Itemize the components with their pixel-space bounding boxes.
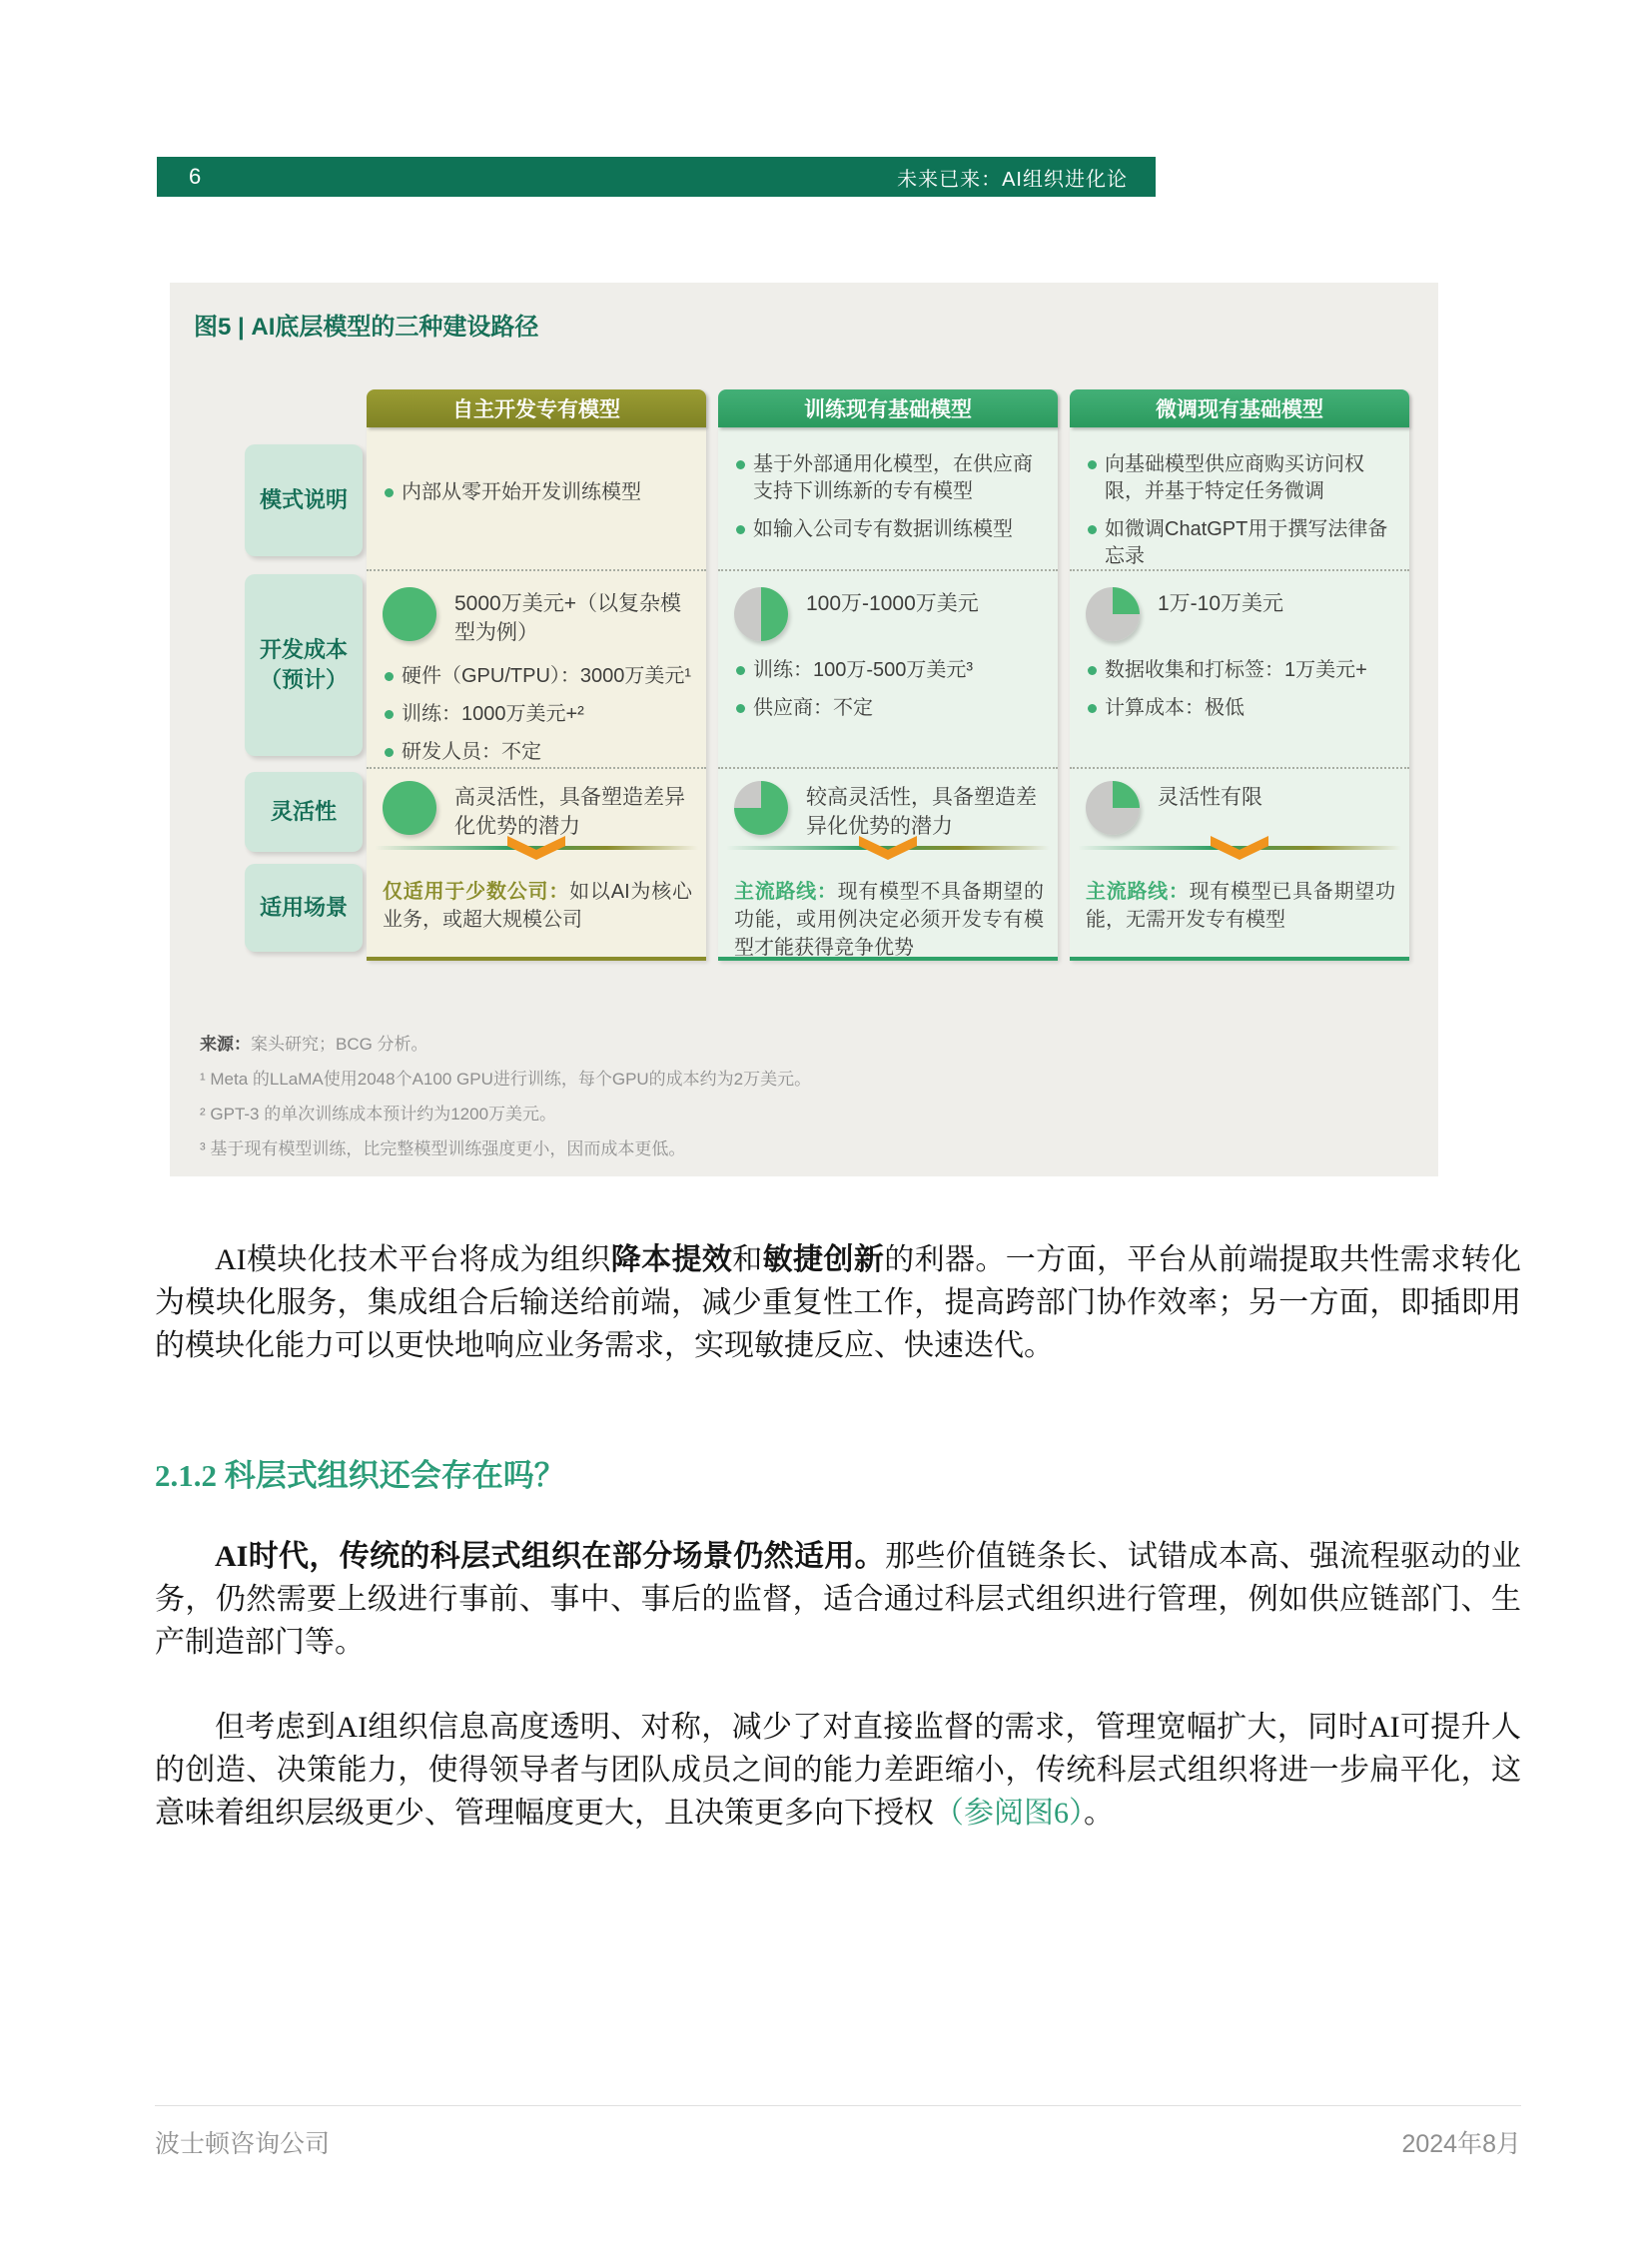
figure-panel [170, 283, 1438, 1176]
paragraph-1 [155, 1238, 1521, 1367]
gradient-line [726, 846, 1050, 850]
scenario-tag: 主流路线： [734, 881, 838, 903]
source-label: 来源： [200, 1035, 251, 1054]
row-label-text: 模式说明 [259, 487, 348, 512]
paragraph-bold-text: 敏捷创新 [762, 1243, 885, 1276]
row-label-text: 适用场景 [259, 895, 348, 920]
footer-date: 2024年8月 [1401, 2130, 1521, 2158]
paragraph-3 [155, 1706, 1521, 1835]
figure-title: 图5 | AI底层模型的三种建设路径 [194, 314, 539, 341]
bullet-item: 计算成本：极低 [1086, 695, 1399, 722]
cost-pie-full-icon [383, 587, 436, 641]
flexibility-cell [1070, 767, 1409, 864]
column-self-develop [367, 389, 706, 961]
column-body [367, 427, 706, 961]
row-label-text: 开发成本 [259, 637, 348, 662]
cost-headline: 100万-1000万美元 [806, 592, 979, 615]
divider-arrow [1078, 836, 1401, 860]
row-label-flexibility [245, 772, 363, 852]
flexibility-text: 高灵活性，具备塑造差异化优势的潜力 [454, 786, 685, 838]
paragraph-bold-text: 降本提效 [610, 1243, 733, 1276]
column-header: 训练现有基础模型 [718, 389, 1058, 427]
row-label-mode [245, 444, 363, 556]
footnote-1: ¹ Meta 的LLaMA使用2048个A100 GPU进行训练，每个GPU的成本约为2万美元。 [200, 1070, 812, 1089]
row-label-scenario [245, 864, 363, 952]
header-title: 未来已来：AI组织进化论 [897, 168, 1128, 191]
gradient-line [1078, 846, 1401, 850]
paragraph-text: 的利器。一方面，平台从前端提取共性需求转化为模块化服务，集成组合后输送给前端，减少重复性工作，提高跨部门协作效率；另一方面，即插即用的模块化能力可以更快地响应业务需求，实现敏捷反应、快速迭代。 [155, 1243, 1522, 1362]
cost-headline: 1万-10万美元 [1158, 592, 1284, 615]
scenario-cell [718, 864, 1058, 957]
column-train-existing [718, 389, 1058, 961]
bullet-item: 训练：1000万美元+² [383, 701, 696, 728]
cost-pie-quarter-icon [1086, 587, 1140, 641]
paragraph-text: 但考虑到AI组织信息高度透明、对称，减少了对直接监督的需求，管理宽幅扩大，同时AI可提升人的创造、决策能力，使得领导者与团队成员之间的能力差距缩小，传统科层式组织将进一步扁平化，这意味着组织层级更少、管理幅度更大，且决策更多向下授权 [155, 1711, 1521, 1830]
figure-reference: （参阅图6） [934, 1797, 1084, 1830]
column-header: 自主开发专有模型 [367, 389, 706, 427]
section-heading: 2.1.2 科层式组织还会存在吗？ [155, 1458, 565, 1493]
flexibility-text: 较高灵活性，具备塑造差异化优势的潜力 [806, 786, 1037, 838]
divider-arrow [375, 836, 698, 860]
bullet-item: 基于外部通用化模型，在供应商支持下训练新的专有模型 [734, 451, 1046, 505]
paragraph-2 [155, 1535, 1521, 1664]
cost-cell [367, 569, 706, 767]
bullet-item: 内部从零开始开发训练模型 [383, 479, 694, 506]
cost-headline: 5000万美元+（以复杂模型为例） [454, 592, 681, 644]
page-header [157, 157, 1156, 197]
bullet-item: 数据收集和打标签：1万美元+ [1086, 657, 1399, 684]
scenario-cell [367, 864, 706, 957]
bullet-item: 如微调ChatGPT用于撰写法律备忘录 [1086, 516, 1397, 570]
paragraph-text: 那些价值链条长、试错成本高、强流程驱动的业务，仍然需要上级进行事前、事中、事后的监督，适合通过科层式组织进行管理，例如供应链部门、生产制造部门等。 [155, 1540, 1522, 1659]
bullet-item: 如输入公司专有数据训练模型 [734, 516, 1046, 543]
flexibility-text: 灵活性有限 [1158, 786, 1262, 809]
footer-company: 波士顿咨询公司 [155, 2130, 331, 2158]
source-text: 案头研究；BCG 分析。 [251, 1035, 428, 1054]
scenario-text: 现有模型不具备期望的功能，或用例决定必须开发专有模型才能获得竞争优势 [734, 881, 1045, 959]
flexibility-cell [718, 767, 1058, 864]
bullet-item: 硬件（GPU/TPU）：3000万美元¹ [383, 663, 696, 690]
cost-cell [1070, 569, 1409, 767]
bullet-item: 训练：100万-500万美元³ [734, 657, 1048, 684]
mode-description-cell [367, 427, 706, 569]
scenario-tag: 仅适用于少数公司： [383, 881, 570, 903]
source-line [200, 1027, 811, 1062]
flexibility-cell [367, 767, 706, 864]
divider-arrow [726, 836, 1050, 860]
bullet-item: 供应商：不定 [734, 695, 1048, 722]
flexibility-pie-quarter-icon [1086, 781, 1140, 835]
row-label-text: 灵活性 [270, 799, 337, 824]
column-body [1070, 427, 1409, 961]
bullet-item: 向基础模型供应商购买访问权限，并基于特定任务微调 [1086, 451, 1397, 505]
cost-cell [718, 569, 1058, 767]
mode-description-cell [1070, 427, 1409, 569]
row-label-text: （预计） [259, 667, 348, 692]
row-label-cost [245, 574, 363, 756]
page-footer [155, 2105, 1521, 2160]
figure-notes [200, 1027, 811, 1166]
paragraph-text: 和 [732, 1243, 763, 1276]
scenario-cell [1070, 864, 1409, 957]
scenario-tag: 主流路线： [1086, 881, 1190, 903]
flexibility-pie-three-quarter-icon [734, 781, 788, 835]
mode-description-cell [718, 427, 1058, 569]
column-header: 微调现有基础模型 [1070, 389, 1409, 427]
scenario-text: 如以AI为核心业务，或超大规模公司 [383, 881, 692, 931]
bullet-item: 研发人员：不定 [383, 739, 696, 766]
paragraph-text: 。 [1084, 1797, 1114, 1830]
paragraph-bold-text: AI时代，传统的科层式组织在部分场景仍然适用。 [215, 1540, 886, 1573]
column-finetune-existing [1070, 389, 1409, 961]
cost-pie-half-icon [734, 587, 788, 641]
footnote-2: ² GPT-3 的单次训练成本预计约为1200万美元。 [200, 1105, 557, 1123]
scenario-text: 现有模型已具备期望功能，无需开发专有模型 [1086, 881, 1396, 931]
footnote-3: ³ 基于现有模型训练，比完整模型训练强度更小，因而成本更低。 [200, 1139, 686, 1158]
gradient-line [375, 846, 698, 850]
page-number: 6 [189, 164, 202, 189]
flexibility-pie-full-icon [383, 781, 436, 835]
paragraph-text: AI模块化技术平台将成为组织 [215, 1243, 611, 1276]
column-body [718, 427, 1058, 961]
